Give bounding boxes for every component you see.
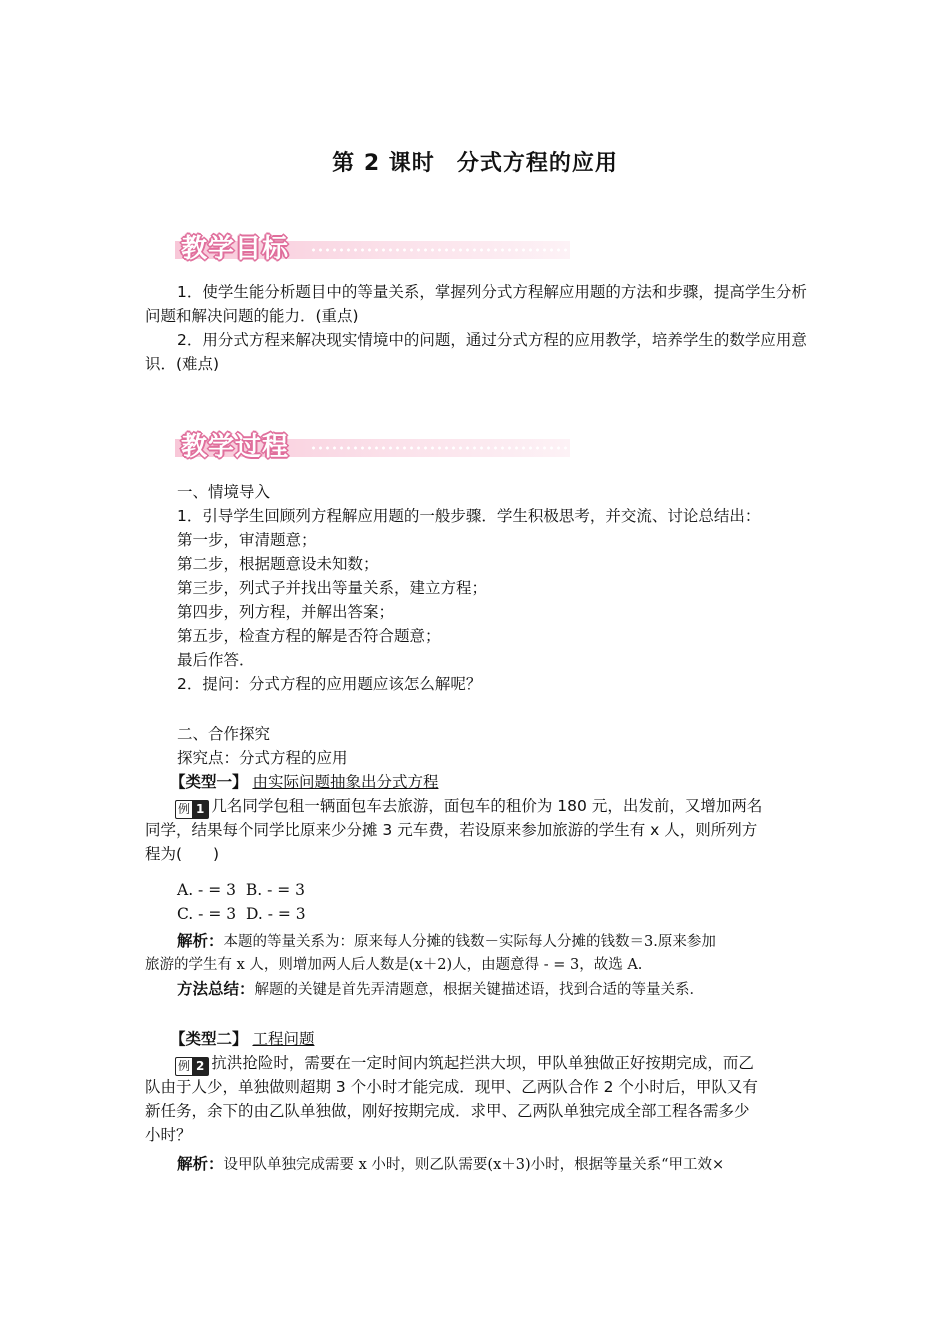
analysis-label: 解析： — [177, 932, 224, 950]
analysis2-line-a — [177, 1152, 724, 1177]
title-lesson: 第 2 课时 — [332, 151, 435, 176]
explore-point: 探究点：分式方程的应用 — [177, 749, 348, 767]
step-1: 第一步，审清题意； — [177, 531, 317, 549]
example2-line-a — [175, 1051, 754, 1076]
example1-line-b: 同学，结果每个同学比原来少分摊 3 元车费，若设原来参加旅游的学生有 x 人，则所列方 — [145, 821, 758, 839]
option-d: D. - = 3 — [245, 905, 306, 923]
type2-name: 工程问题 — [252, 1030, 315, 1048]
step-final: 最后作答． — [177, 651, 255, 669]
options-row-1 — [177, 878, 305, 902]
heading-intro: 一、情境导入 — [177, 483, 271, 501]
goal-item-1: 1．使学生能分析题目中的等量关系，掌握列分式方程解应用题的方法和步骤，提高学生分析问题和解决问题的能力．(重点) — [145, 283, 807, 325]
banner-label: 教学目标 — [181, 234, 290, 264]
summary-label: 方法总结： — [177, 980, 255, 998]
example1-line-c: 程为( ) — [145, 845, 220, 863]
option-b: B. - = 3 — [245, 881, 306, 899]
teaching-goals-banner — [175, 228, 570, 268]
option-a: A. - = 3 — [177, 881, 236, 899]
step-2: 第二步，根据题意设未知数； — [177, 555, 379, 573]
analysis2-text-a: 设甲队单独完成需要 x 小时，则乙队需要(x＋3)小时，根据等量关系“甲工效× — [223, 1157, 725, 1173]
analysis-label: 解析： — [177, 1155, 224, 1173]
option-c: C. - = 3 — [177, 905, 237, 923]
banner-dots — [310, 247, 570, 253]
summary1-line — [177, 977, 704, 1002]
banner-dots — [310, 445, 570, 451]
type2-heading — [170, 1027, 314, 1051]
example2-line-b: 队由于人少，单独做则超期 3 个小时才能完成．现甲、乙两队合作 2 个小时后，甲队又有 — [145, 1078, 758, 1096]
goal-item-2: 2．用分式方程来解决现实情境中的问题，通过分式方程的应用教学，培养学生的数学应用意识．(难点) — [145, 331, 807, 373]
heading-explore: 二、合作探究 — [177, 725, 271, 743]
step-5: 第五步，检查方程的解是否符合题意； — [177, 627, 441, 645]
intro-text: 1．引导学生回顾列方程解应用题的一般步骤．学生积极思考，并交流、讨论总结出： — [177, 507, 761, 525]
example2-text-a: 抗洪抢险时，需要在一定时间内筑起拦洪大坝，甲队单独做正好按期完成，而乙 — [211, 1054, 754, 1072]
example1-text-a: 几名同学包租一辆面包车去旅游，面包车的租价为 180 元，出发前，又增加两名 — [211, 797, 763, 815]
analysis1-line-a — [177, 929, 716, 954]
example2-line-c: 新任务，余下的由乙队单独做，刚好按期完成．求甲、乙两队单独完成全部工程各需多少 — [145, 1102, 750, 1120]
step-4: 第四步，列方程，并解出答案； — [177, 603, 395, 621]
summary1-text: 解题的关键是首先弄清题意，根据关键描述语，找到合适的等量关系． — [254, 982, 705, 998]
example2-line-d: 小时？ — [145, 1126, 192, 1144]
type1-name: 由实际问题抽象出分式方程 — [252, 773, 439, 791]
options-row-2 — [177, 902, 306, 926]
teaching-process-banner — [175, 426, 570, 466]
analysis1-text-a: 本题的等量关系为：原来每人分摊的钱数－实际每人分摊的钱数＝3.原来参加 — [223, 934, 716, 950]
example-badge: 例 2 — [175, 1057, 209, 1076]
example-badge: 例 1 — [175, 800, 209, 819]
step-3: 第三步，列式子并找出等量关系，建立方程； — [177, 579, 488, 597]
page-title — [0, 146, 950, 177]
title-topic: 分式方程的应用 — [456, 151, 618, 176]
type1-bracket: 【类型一】 — [170, 773, 248, 791]
question-text: 2．提问：分式方程的应用题应该怎么解呢？ — [177, 675, 482, 693]
analysis1-line-b: 旅游的学生有 x 人，则增加两人后人数是(x＋2)人，由题意得 - = 3，故选 A. — [145, 957, 643, 973]
type1-heading — [170, 770, 438, 794]
type2-bracket: 【类型二】 — [170, 1030, 248, 1048]
example1-line-a — [175, 794, 762, 819]
banner-label: 教学过程 — [181, 432, 290, 462]
